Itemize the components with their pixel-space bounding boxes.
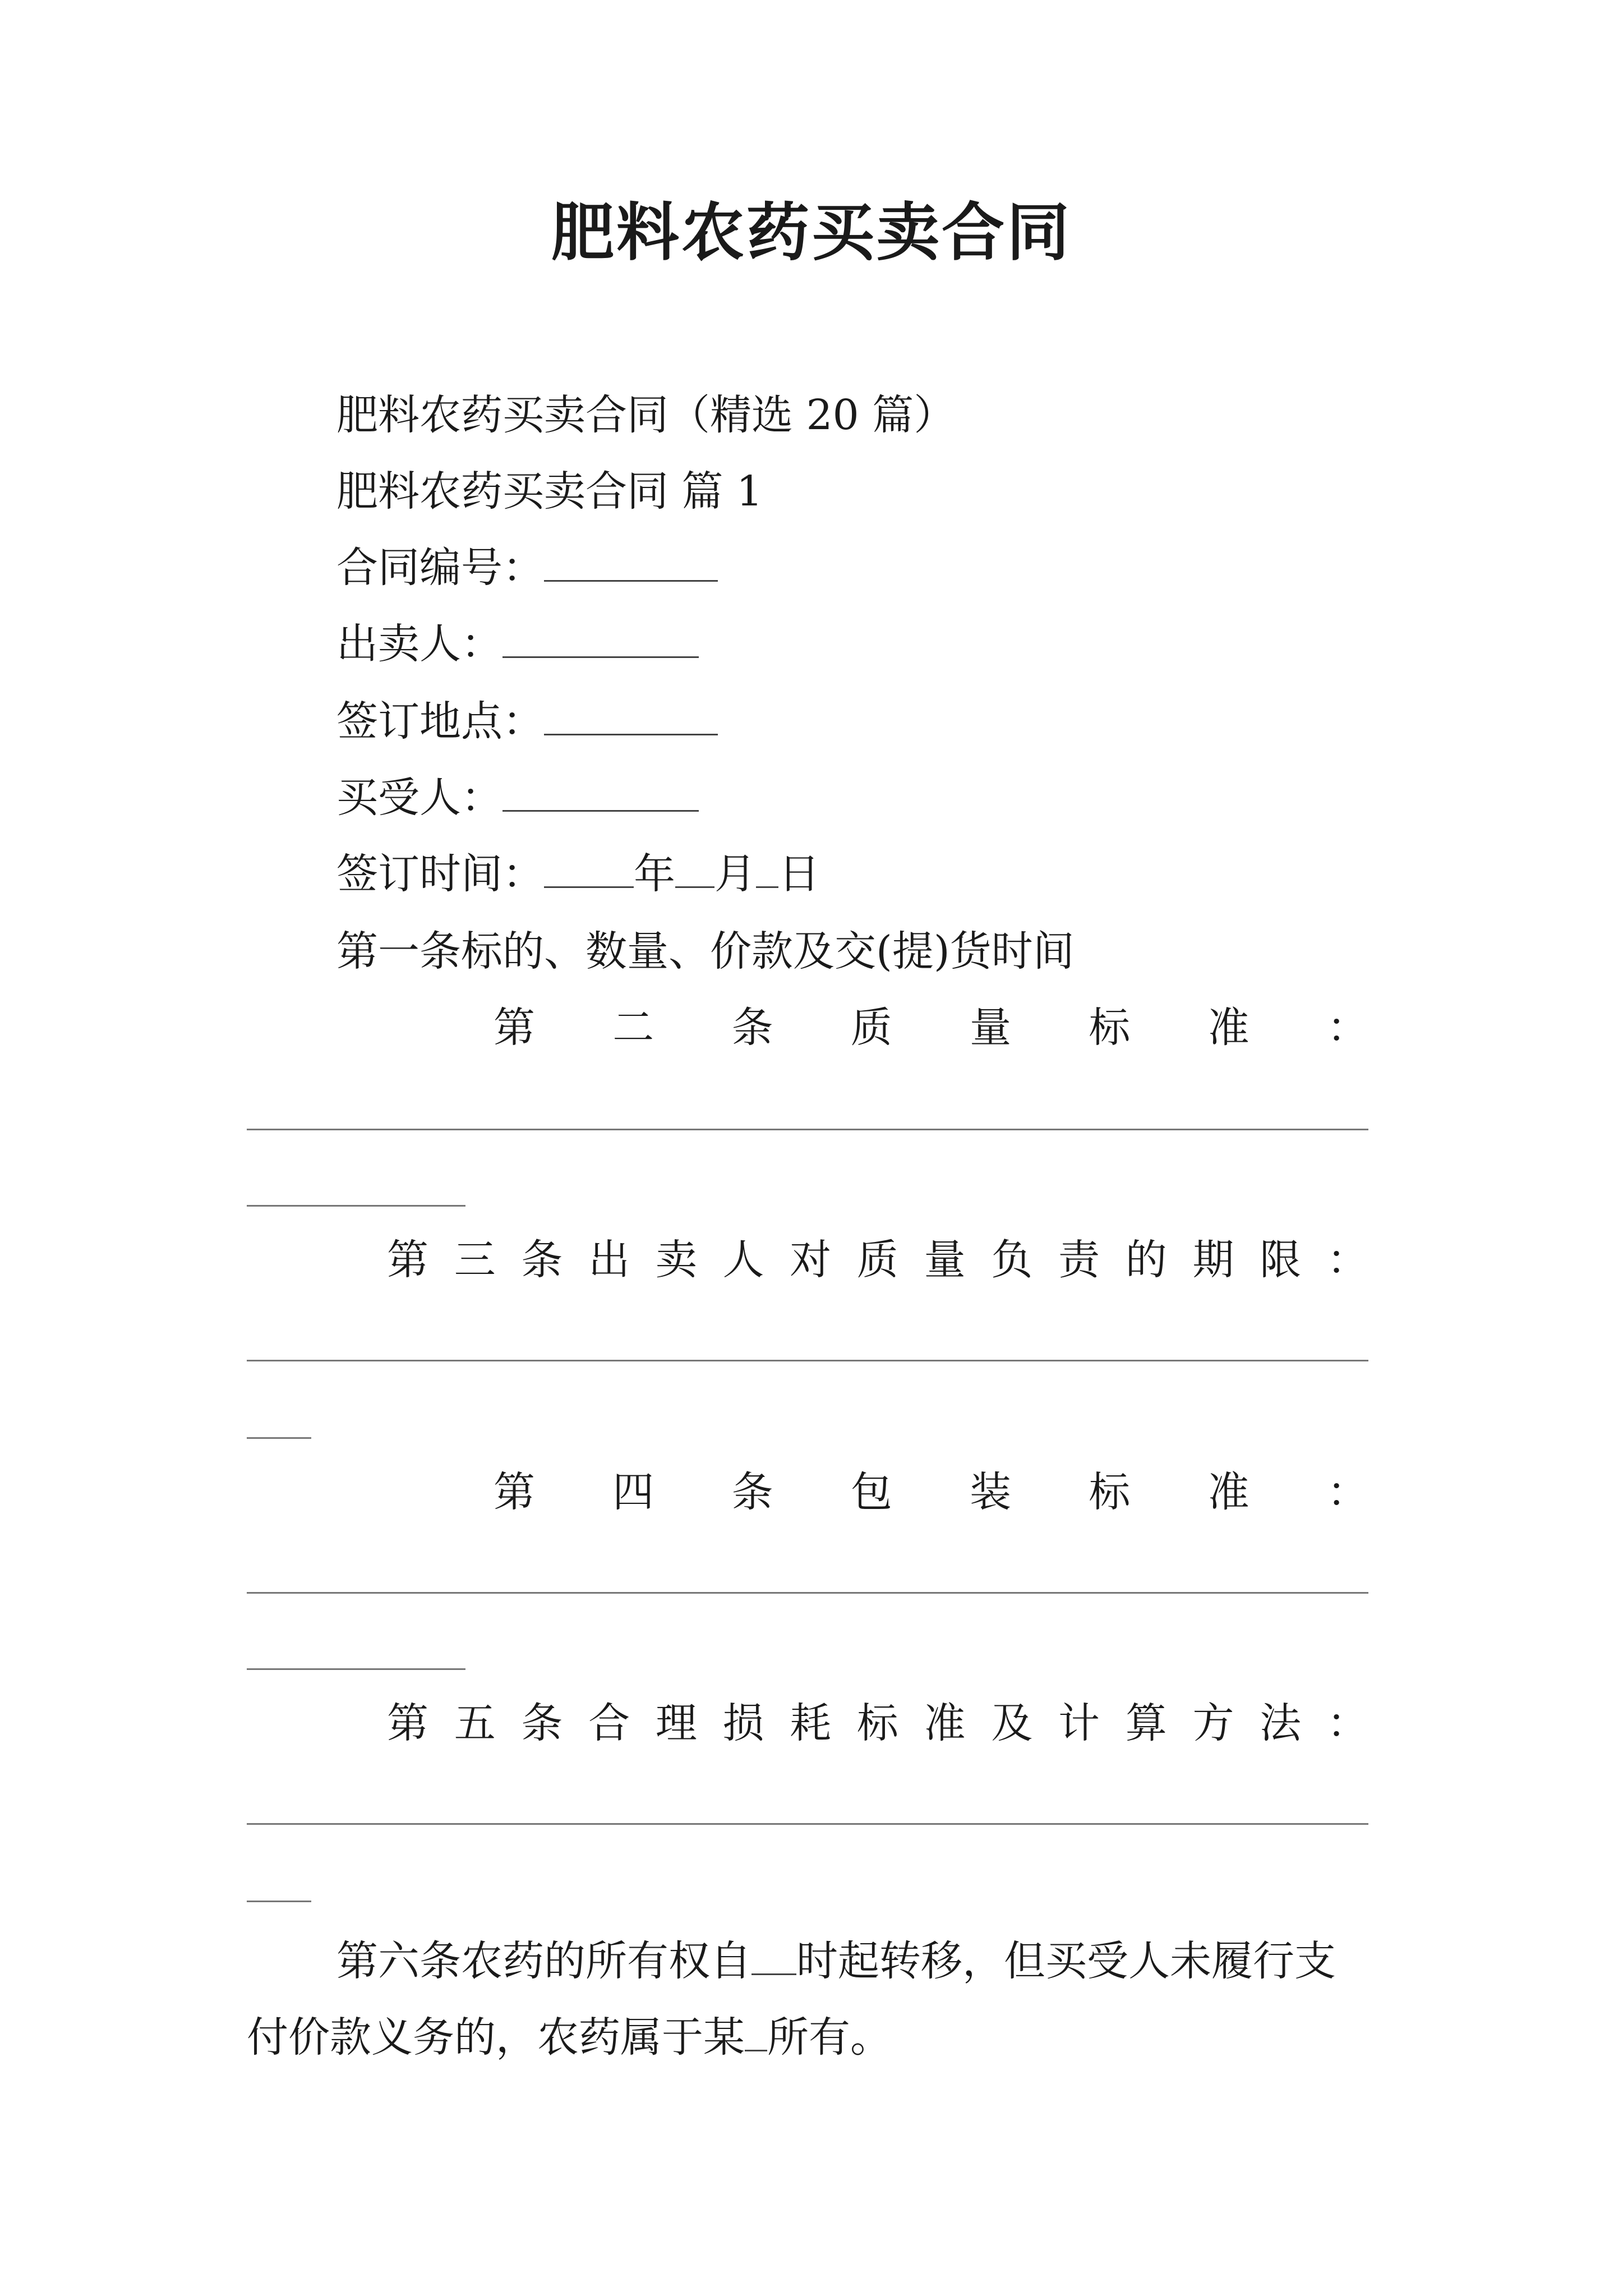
article-5-char: 五 xyxy=(454,1699,496,1747)
sign-time-label: 签订时间： xyxy=(336,850,544,898)
article-4-char: 标 xyxy=(1089,1468,1131,1516)
article-3-fill-line xyxy=(247,1360,1368,1361)
buyer-blank xyxy=(502,799,699,812)
article-3-char: 期 xyxy=(1192,1236,1234,1284)
article-2-fill-line-end xyxy=(247,1205,465,1207)
sign-time-row xyxy=(336,846,820,902)
day-label: 日 xyxy=(778,850,820,898)
article-6-blank-1 xyxy=(751,1962,796,1975)
article-3-char: 第 xyxy=(387,1236,428,1284)
sign-place-blank xyxy=(544,723,718,735)
article-2-char: 质 xyxy=(850,1004,892,1052)
article-3-char: ： xyxy=(1326,1236,1368,1284)
subtitle: 肥料农药买卖合同（精选 20 篇） xyxy=(336,391,956,439)
sign-place-row xyxy=(336,693,718,749)
article-2-char: 条 xyxy=(731,1004,773,1052)
article-4 xyxy=(494,1464,1368,1520)
article-4-fill-line-end xyxy=(247,1668,465,1670)
article-3-char: 负 xyxy=(991,1236,1033,1284)
article-3-char: 人 xyxy=(722,1236,764,1284)
article-4-char: 包 xyxy=(850,1468,892,1516)
article-4-char: 装 xyxy=(970,1468,1012,1516)
article-6-text-d: 所有。 xyxy=(767,2013,892,2062)
article-3-fill-line-end xyxy=(247,1437,311,1439)
month-label: 月 xyxy=(714,850,756,898)
article-5-char: 及 xyxy=(991,1699,1033,1747)
article-3-char: 限 xyxy=(1260,1236,1302,1284)
seller-row xyxy=(336,616,699,672)
article-5 xyxy=(387,1695,1368,1751)
article-5-char: 计 xyxy=(1058,1699,1100,1747)
article-6-line-2 xyxy=(247,2009,892,2065)
article-2-char: ： xyxy=(1326,1004,1368,1052)
article-5-char: 理 xyxy=(655,1699,697,1747)
article-3 xyxy=(387,1232,1368,1288)
article-5-char: 第 xyxy=(387,1699,428,1747)
contract-number-blank xyxy=(544,569,718,582)
article-5-char: 损 xyxy=(722,1699,764,1747)
article-2 xyxy=(494,1000,1368,1056)
article-3-char: 三 xyxy=(454,1236,496,1284)
article-2-char: 标 xyxy=(1089,1004,1131,1052)
article-5-char: 算 xyxy=(1125,1699,1167,1747)
year-blank xyxy=(544,875,634,888)
article-3-char: 量 xyxy=(924,1236,966,1284)
page-title: 肥料农药买卖合同 xyxy=(551,196,1072,269)
article-2-char: 准 xyxy=(1207,1004,1249,1052)
article-5-char: 法 xyxy=(1260,1699,1302,1747)
article-2-char: 量 xyxy=(970,1004,1012,1052)
article-4-char: 准 xyxy=(1207,1468,1249,1516)
article-5-char: 条 xyxy=(521,1699,563,1747)
article-4-char: 第 xyxy=(494,1468,535,1516)
article-1: 第一条标的、数量、价款及交(提)货时间 xyxy=(336,927,1075,976)
article-4-char: 条 xyxy=(731,1468,773,1516)
article-6-text-a: 第六条农药的所有权自 xyxy=(336,1937,751,1985)
article-2-char: 第 xyxy=(494,1004,535,1052)
buyer-row xyxy=(336,770,699,826)
day-blank xyxy=(756,875,778,888)
section-heading: 肥料农药买卖合同 篇 1 xyxy=(336,467,763,516)
article-3-char: 出 xyxy=(588,1236,630,1284)
article-5-fill-line xyxy=(247,1823,1368,1825)
article-3-char: 条 xyxy=(521,1236,563,1284)
article-3-char: 的 xyxy=(1125,1236,1167,1284)
contract-number-label: 合同编号： xyxy=(336,544,544,592)
article-3-char: 责 xyxy=(1058,1236,1100,1284)
article-5-char: 合 xyxy=(588,1699,630,1747)
article-5-char: 准 xyxy=(924,1699,966,1747)
contract-number-row xyxy=(336,540,718,596)
buyer-label: 买受人： xyxy=(336,774,502,822)
article-6-text-b: 时起转移，但买受人未履行支 xyxy=(796,1937,1336,1985)
article-6-text-c: 付价款义务的，农药属于某 xyxy=(247,2013,745,2062)
article-4-char: 四 xyxy=(612,1468,654,1516)
year-label: 年 xyxy=(634,850,675,898)
article-5-char: 耗 xyxy=(790,1699,832,1747)
article-2-fill-line xyxy=(247,1129,1368,1130)
article-6-line-1 xyxy=(336,1933,1336,1989)
sign-place-label: 签订地点： xyxy=(336,697,544,746)
seller-label: 出卖人： xyxy=(336,620,502,668)
article-3-char: 对 xyxy=(790,1236,832,1284)
article-5-char: ： xyxy=(1326,1699,1368,1747)
article-6-blank-2 xyxy=(745,2039,767,2051)
article-4-fill-line xyxy=(247,1592,1368,1594)
article-4-char: ： xyxy=(1326,1468,1368,1516)
article-3-char: 卖 xyxy=(655,1236,697,1284)
article-5-fill-line-end xyxy=(247,1901,311,1902)
article-2-char: 二 xyxy=(612,1004,654,1052)
article-3-char: 质 xyxy=(856,1236,898,1284)
article-5-char: 方 xyxy=(1192,1699,1234,1747)
month-blank xyxy=(675,875,714,888)
article-5-char: 标 xyxy=(856,1699,898,1747)
seller-blank xyxy=(502,645,699,658)
